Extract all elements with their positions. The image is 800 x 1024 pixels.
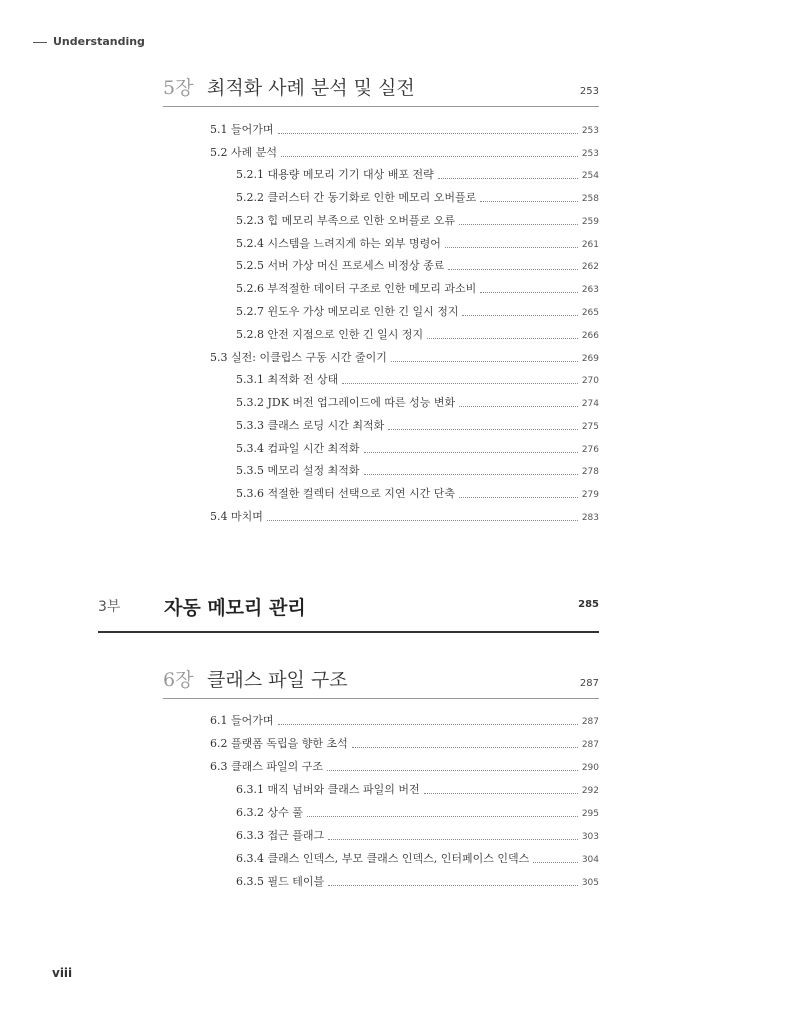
toc-entry-label: 5.2.4 시스템을 느려지게 하는 외부 명령어 [236,237,441,250]
toc-entry-label: 6.3.3 접근 플래그 [236,829,325,842]
toc-subentry[interactable] [236,460,599,478]
toc-entry-page: 303 [581,832,599,842]
toc-entry-page: 287 [581,740,599,750]
part-3-heading [98,590,599,633]
toc-subentry[interactable] [236,802,599,820]
toc-subentry[interactable] [236,233,599,251]
toc-entry-page: 266 [581,331,599,341]
toc-leader [327,770,578,771]
part-number: 3부 [98,599,121,615]
toc-entry-page: 290 [581,763,599,773]
toc-subentry[interactable] [236,392,599,410]
chapter-title: 최적화 사례 분석 및 실전 [207,77,415,99]
toc-subentry[interactable] [236,825,599,843]
toc-leader [364,474,578,475]
toc-subentry[interactable] [236,187,599,205]
toc-leader [391,361,578,362]
toc-entry-page: 261 [581,240,599,250]
toc-entry-label: 5.2.1 대용량 메모리 기기 대상 배포 전략 [236,168,434,181]
toc-entry-page: 259 [581,217,599,227]
chapter-heading-row [163,76,599,107]
toc-leader [459,406,578,407]
toc-leader [459,497,578,498]
toc-entry-page: 295 [581,809,599,819]
chapter-number: 6장 [163,669,194,691]
toc-entry-page: 278 [581,467,599,477]
toc-leader [267,520,578,521]
toc-entry[interactable] [210,347,599,365]
toc-entry-label: 5.3.5 메모리 설정 최적화 [236,464,360,477]
section-header [33,35,145,48]
toc-entry-page: 292 [581,786,599,796]
toc-subentry[interactable] [236,164,599,182]
toc-entry[interactable] [210,142,599,160]
chapter-heading-row [163,668,599,699]
toc-leader [328,839,578,840]
toc-entry-page: 253 [581,126,599,136]
toc-entry-page: 258 [581,194,599,204]
toc-entry-label: 6.3.1 매직 넘버와 클래스 파일의 버전 [236,783,420,796]
toc-entry-label: 6.3.2 상수 풀 [236,806,303,819]
part-title: 자동 메모리 관리 [164,597,306,619]
chapter-5-heading [163,76,599,107]
toc-entry-label: 6.3 클래스 파일의 구조 [210,760,323,773]
toc-entry-page: 274 [581,399,599,409]
toc-entry-label: 5.2.7 윈도우 가상 메모리로 인한 긴 일시 정지 [236,305,459,318]
toc-subentry[interactable] [236,483,599,501]
toc-entry-page: 304 [581,855,599,865]
toc-entry-label: 6.3.5 필드 테이블 [236,875,325,888]
toc-subentry[interactable] [236,848,599,866]
toc-entry-page: 253 [581,149,599,159]
toc-entry-label: 5.2.3 힙 메모리 부족으로 인한 오버플로 오류 [236,214,455,227]
toc-entry-label: 6.1 들어가며 [210,714,274,727]
toc-entry-label: 5.3.1 최적화 전 상태 [236,373,339,386]
toc-entry-page: 287 [581,717,599,727]
toc-entry[interactable] [210,119,599,137]
toc-leader [445,247,578,248]
page-number: viii [52,966,73,980]
toc-subentry[interactable] [236,415,599,433]
toc-subentry[interactable] [236,301,599,319]
toc-subentry[interactable] [236,278,599,296]
toc-entry[interactable] [210,756,599,774]
toc-entry-page: 254 [581,171,599,181]
toc-entry-label: 5.4 마치며 [210,510,263,523]
toc-entry-page: 263 [581,285,599,295]
toc-subentry[interactable] [236,324,599,342]
toc-entry-page: 283 [581,513,599,523]
part-page: 285 [578,599,599,610]
toc-entry-label: 5.2.6 부적절한 데이터 구조로 인한 메모리 과소비 [236,282,477,295]
toc-leader [364,452,578,453]
toc-entry-label: 5.2.8 안전 지점으로 인한 긴 일시 정지 [236,328,424,341]
toc-leader [278,724,578,725]
toc-subentry[interactable] [236,871,599,889]
toc-entry-label: 5.3.3 클래스 로딩 시간 최적화 [236,419,385,432]
chapter-title: 클래스 파일 구조 [207,669,348,691]
toc-entry[interactable] [210,733,599,751]
toc-subentry[interactable] [236,438,599,456]
toc-entry-label: 5.3 실전: 이클립스 구동 시간 줄이기 [210,351,387,364]
chapter-6-heading [163,668,599,699]
toc-leader [352,747,578,748]
toc-leader [533,862,578,863]
toc-entry-page: 305 [581,878,599,888]
toc-leader [342,383,578,384]
toc-entry-page: 265 [581,308,599,318]
toc-entry-label: 5.3.2 JDK 버전 업그레이드에 따른 성능 변화 [236,396,456,409]
header-dash [33,42,47,43]
toc-leader [480,201,578,202]
toc-entry-label: 5.2 사례 분석 [210,146,277,159]
toc-entry-page: 270 [581,376,599,386]
toc-subentry[interactable] [236,369,599,387]
toc-leader [388,429,578,430]
toc-leader [480,292,578,293]
toc-leader [307,816,578,817]
toc-entry-label: 5.3.4 컴파일 시간 최적화 [236,442,360,455]
toc-entry-page: 269 [581,354,599,364]
toc-entry-label: 5.2.5 서버 가상 머신 프로세스 비정상 종료 [236,259,445,272]
toc-entry-label: 5.1 들어가며 [210,123,274,136]
toc-entry-page: 279 [581,490,599,500]
chapter-number: 5장 [163,77,194,99]
toc-entry-label: 6.2 플랫폼 독립을 향한 초석 [210,737,348,750]
toc-leader [281,156,578,157]
toc-leader [438,178,578,179]
toc-entry[interactable] [210,506,599,524]
toc-entry[interactable] [210,710,599,728]
toc-leader [424,793,578,794]
toc-entry-page: 262 [581,262,599,272]
toc-entry-page: 276 [581,445,599,455]
toc-subentry[interactable] [236,779,599,797]
toc-leader [448,269,577,270]
toc-subentry[interactable] [236,255,599,273]
toc-entry-label: 6.3.4 클래스 인덱스, 부모 클래스 인덱스, 인터페이스 인덱스 [236,852,530,865]
toc-leader [278,133,578,134]
toc-entry-page: 275 [581,422,599,432]
toc-entry-label: 5.3.6 적절한 컬렉터 선택으로 지연 시간 단축 [236,487,455,500]
toc-leader [459,224,578,225]
toc-entry-label: 5.2.2 클러스터 간 동기화로 인한 메모리 오버플로 [236,191,477,204]
toc-leader [462,315,577,316]
chapter-page: 253 [579,86,599,97]
toc-subentry[interactable] [236,210,599,228]
toc-leader [427,338,578,339]
section-label: Understanding [53,35,145,48]
toc-leader [328,885,578,886]
chapter-page: 287 [579,678,599,689]
